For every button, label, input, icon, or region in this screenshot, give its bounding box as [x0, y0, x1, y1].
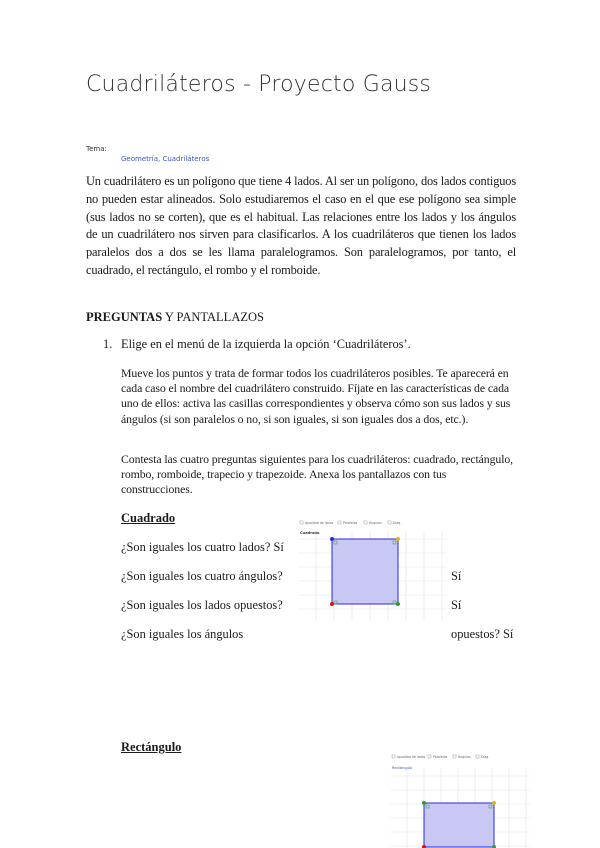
vertex-point[interactable] — [492, 801, 496, 805]
section-heading-bold: PREGUNTAS — [86, 310, 163, 324]
cuadrado-geometry-canvas — [298, 517, 446, 621]
toolbar-item: Igualdad de lados — [397, 755, 426, 759]
vertex-point[interactable] — [396, 602, 400, 606]
toolbar-item: Ángulos — [369, 521, 382, 525]
page-title: Cuadriláteros - Proyecto Gauss — [86, 72, 432, 97]
rectangulo-screenshot — [390, 752, 530, 848]
shape-label: Cuadrado — [300, 531, 320, 535]
vertex-point[interactable] — [396, 537, 400, 541]
cuadrado-answer-3: Sí — [451, 598, 462, 612]
rectangulo-geometry-canvas — [390, 752, 530, 848]
tema-label: Tema: — [86, 145, 107, 153]
question-number: 1. — [103, 337, 113, 351]
vertex-point[interactable] — [330, 537, 334, 541]
cuadrado-question-4: ¿Son iguales los ángulos — [121, 627, 244, 641]
instructions-paragraph: Mueve los puntos y trata de formar todos los cuadriláteros posibles. Te aparecerá en cada caso el nombre del cuadrilátero construido. Fíjate en las características de cada uno de ellos: activa las casillas correspondientes y observa cómo son sus lados y sus ángulos (si son paralelos o no, si son iguales, si son iguales dos a dos, etc.). — [121, 366, 511, 426]
cuadrado-question-3: ¿Son iguales los lados opuestos? — [121, 598, 283, 612]
answer-instructions-paragraph: Contesta las cuatro preguntas siguientes para los cuadriláteros: cuadrado, rectángulo, rombo, romboide, trapecio y trapezoide. Anexa los pantallazos con tus construcciones. — [121, 452, 514, 497]
rectangle-shape — [424, 803, 494, 847]
screenshot-toolbar — [300, 520, 401, 525]
screenshot-toolbar — [392, 754, 489, 759]
toolbar-item: Paralelos — [343, 521, 358, 525]
vertex-point[interactable] — [422, 801, 426, 805]
toolbar-item: Diag. — [393, 521, 402, 525]
intro-paragraph: Un cuadrilátero es un polígono que tiene 4 lados. Al ser un polígono, dos lados contiguos no pueden estar alineados. Solo estudiaremos el caso en el que ese polígono sea simple (sus lados no se corten), que es el habitual. Las relaciones entre los lados y los ángulos de un cuadrilátero nos sirven para clasificarlos. A los cuadriláteros que tienen los lados paralelos dos a dos se les llama paralelogramos. Son paralelogramos, por tanto, el cuadrado, el rectángulo, el rombo y el romboide. — [86, 174, 516, 277]
question-text: Elige en el menú de la izquierda la opción ‘Cuadriláteros’. — [121, 337, 411, 351]
cuadrado-question-2: ¿Son iguales los cuatro ángulos? — [121, 569, 283, 583]
cuadrado-question-1: ¿Son iguales los cuatro lados? Sí — [121, 540, 284, 554]
rectangulo-heading: Rectángulo — [121, 740, 182, 754]
toolbar-item: Ángulos — [458, 755, 471, 759]
toolbar-item: Paralelos — [433, 755, 448, 759]
cuadrado-answer-2: Sí — [451, 569, 462, 583]
cuadrado-screenshot — [298, 517, 446, 621]
vertex-point[interactable] — [330, 602, 334, 606]
tema-link[interactable]: Geometría, Cuadriláteros — [121, 155, 210, 163]
toolbar-item: Diag. — [481, 755, 490, 759]
cuadrado-answer-4: opuestos? Sí — [451, 627, 514, 641]
shape-label: Rectángulo — [392, 766, 413, 770]
section-heading-rest: Y PANTALLAZOS — [162, 310, 264, 324]
section-heading — [86, 310, 264, 325]
cuadrado-heading: Cuadrado — [121, 511, 176, 525]
square-shape — [332, 539, 398, 604]
toolbar-item: Igualdad de lados — [305, 521, 334, 525]
